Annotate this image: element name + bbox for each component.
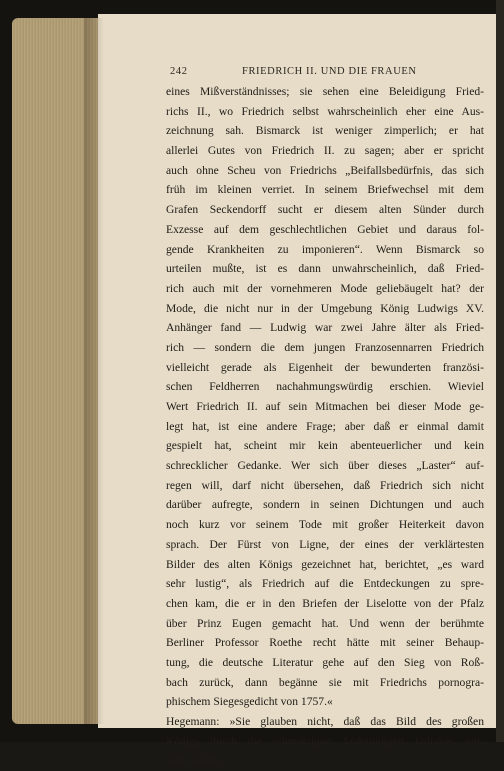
text-line: Wert Friedrich II. auf sein Mitmachen bei dieser Mode ge- <box>166 400 484 413</box>
text-line: auch ohne Scheu von Friedrichs „Beifallsbedürfnis, das sich <box>166 163 484 177</box>
text-line: Grafen Seckendorff sucht er diesem alten Sünder durch <box>166 203 484 217</box>
text-line: Berliner Professor Roethe recht hätte mit seiner Behaup- <box>166 636 484 650</box>
page-number: 242 <box>170 66 188 77</box>
text-line: rich — sondern die dem jungen Franzosennarren Friedrich <box>166 340 484 354</box>
text-line: sprach. Der Fürst von Ligne, der eines der verklärtesten <box>166 537 484 551</box>
text-line: Hegemann: »Sie glauben nicht, daß das Bild des großen <box>166 715 484 728</box>
text-line: sehr lustig“, als Friedrich auf die Entdeckungen zu spre- <box>166 577 484 591</box>
body-text <box>166 82 484 771</box>
text-line: Anhänger fand — Ludwig war zwei Jahre älter als Fried- <box>166 321 484 335</box>
text-line: schen Feldherren nachahmungswürdig erschien. Wieviel <box>166 380 484 394</box>
text-line: urteilen mußte, ist es dann unwahrscheinlich, daß Fried- <box>166 262 484 276</box>
text-line: Königs durch die schmutzigen Andeutungen Voltaires ent- <box>166 734 484 748</box>
text-line: Exzesse auf dem geschlechtlichen Gebiet und daraus fol- <box>166 222 484 236</box>
text-line: bach zurück, dann begänne sie mit Friedrichs pornogra- <box>166 675 484 689</box>
text-line: zeichnung sah. Bismarck ist weniger zimperlich; er hat <box>166 124 484 138</box>
text-line: über Prinz Eugen gemacht hat. Und wenn der berühmte <box>166 616 484 630</box>
text-line: chen kam, die er in den Briefen der Liselotte von der Pfalz <box>166 596 484 610</box>
text-line: tung, die deutsche Literatur gehe auf den Sieg von Roß- <box>166 655 484 669</box>
text-line: vielleicht gerade als Eigenheit der bewunderten französi- <box>166 360 484 374</box>
text-line: regen will, darf nicht übersehen, daß Friedrich sich nicht <box>166 478 484 492</box>
binding-shadow <box>84 18 104 724</box>
running-header <box>170 66 470 80</box>
text-line: legt hat, ist eine andere Frage; aber daß er einmal damit <box>166 419 484 433</box>
text-line: rich auch mit der vornehmeren Mode geliebäugelt hat? der <box>166 281 484 295</box>
text-line: früh im kleinen verriet. In seinem Briefwechsel mit dem <box>166 183 484 197</box>
text-line: gespielt hat, scheint mir kein abenteuerlicher und kein <box>166 439 484 453</box>
facing-page-edge <box>496 0 504 742</box>
text-line: allerlei Gutes von Friedrich II. zu sagen; aber er spricht <box>166 144 484 158</box>
text-line: phischem Siegesgedicht von 1757.« <box>166 695 333 709</box>
running-title: FRIEDRICH II. UND DIE FRAUEN <box>242 66 417 77</box>
text-line: darüber aufregte, sondern in seinen Dichtungen und auch <box>166 498 484 512</box>
text-line: noch kurz vor seinem Tode mit großer Heiterkeit davon <box>166 518 484 532</box>
text-line: eines Mißverständnisses; sie sehen eine Beleidigung Fried- <box>166 85 484 98</box>
text-line: gende Krankheiten zu imponieren“. Wenn Bismarck so <box>166 242 484 256</box>
text-line: schrecklicher Gedanke. Wer sich über dieses „Laster“ auf- <box>166 459 484 473</box>
text-line: Bilder des alten Königs gezeichnet hat, berichtet, „es ward <box>166 557 484 571</box>
text-line: richs II., wo Friedrich selbst wahrscheinlich eher eine Aus- <box>166 104 484 118</box>
text-line: Mode, die nicht nur in der Umgebung König Ludwigs XV. <box>166 301 484 315</box>
text-line: stellt wird?« <box>166 754 224 768</box>
